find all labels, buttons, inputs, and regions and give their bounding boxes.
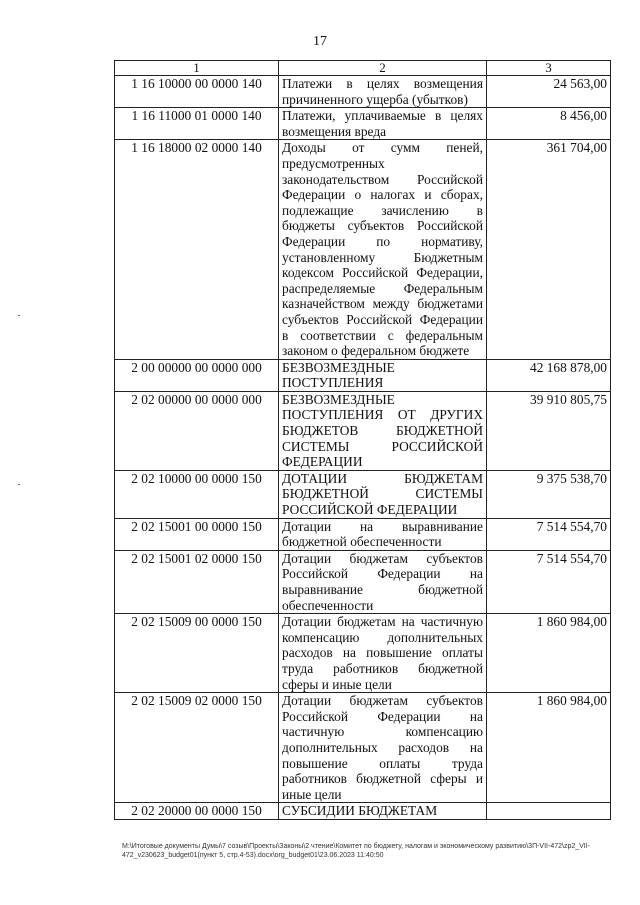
- row-code: 2 02 00000 00 0000 000: [115, 391, 279, 470]
- row-amount: 9 375 538,70: [487, 470, 611, 518]
- table-row: [115, 693, 611, 803]
- row-amount: 42 168 878,00: [487, 359, 611, 391]
- row-code: 1 16 10000 00 0000 140: [115, 76, 279, 108]
- row-description: ДОТАЦИИ БЮДЖЕТАМ БЮДЖЕТНОЙ СИСТЕМЫ РОССИЙСКОЙ ФЕДЕРАЦИИ: [279, 470, 487, 518]
- row-description: Платежи, уплачиваемые в целях возмещения вреда: [279, 108, 487, 140]
- row-code: 2 02 10000 00 0000 150: [115, 470, 279, 518]
- scan-mark: [18, 484, 20, 485]
- table-row: [115, 803, 611, 820]
- table-header-row: [115, 61, 611, 76]
- row-amount: 7 514 554,70: [487, 550, 611, 613]
- row-amount: 7 514 554,70: [487, 518, 611, 550]
- row-description: Доходы от сумм пеней, предусмотренных законодательством Российской Федерации о налогах и сборах, подлежащие зачислению в бюджеты субъектов Российской Федерации по нормативу, установленному Бюджетным кодексом Российской Федерации, распределяемые Федеральным казначейством между бюджетами субъектов Российской Федерации в соответствии с федеральным законом о федеральном бюджете: [279, 140, 487, 359]
- row-description: БЕЗВОЗМЕЗДНЫЕ ПОСТУПЛЕНИЯ ОТ ДРУГИХ БЮДЖЕТОВ БЮДЖЕТНОЙ СИСТЕМЫ РОССИЙСКОЙ ФЕДЕРАЦИИ: [279, 391, 487, 470]
- row-code: 1 16 11000 01 0000 140: [115, 108, 279, 140]
- row-code: 1 16 18000 02 0000 140: [115, 140, 279, 359]
- row-description: Дотации бюджетам субъектов Российской Федерации на частичную компенсацию дополнительных расходов на повышение оплаты труда работников бюджетной сферы и иные цели: [279, 693, 487, 803]
- row-amount: 24 563,00: [487, 76, 611, 108]
- row-code: 2 02 15001 02 0000 150: [115, 550, 279, 613]
- table-row: [115, 391, 611, 470]
- row-amount: 8 456,00: [487, 108, 611, 140]
- column-header-code: 1: [115, 61, 279, 76]
- row-code: 2 00 00000 00 0000 000: [115, 359, 279, 391]
- row-amount: 1 860 984,00: [487, 614, 611, 693]
- row-amount: [487, 803, 611, 820]
- table-row: [115, 76, 611, 108]
- table-row: [115, 470, 611, 518]
- row-description: Дотации бюджетам субъектов Российской Федерации на выравнивание бюджетной обеспеченности: [279, 550, 487, 613]
- column-header-description: 2: [279, 61, 487, 76]
- row-code: 2 02 15009 00 0000 150: [115, 614, 279, 693]
- table-row: [115, 140, 611, 359]
- row-code: 2 02 20000 00 0000 150: [115, 803, 279, 820]
- table-row: [115, 108, 611, 140]
- row-code: 2 02 15001 00 0000 150: [115, 518, 279, 550]
- file-path-footer: M:\Итоговые документы Думы\7 созыв\Проекты\Законы\2 чтение\Комитет по бюджету, налогам и экономическому развитию\3П-VII-472\zp2_VII-472_v230623_budget01(пункт 5, стр.4-53).docx\org_budget01\23.06.2023 11:40:50: [122, 843, 591, 859]
- table-row: [115, 550, 611, 613]
- budget-table: [114, 60, 611, 820]
- row-description: Дотации бюджетам на частичную компенсацию дополнительных расходов на повышение оплаты труда работников бюджетной сферы и иные цели: [279, 614, 487, 693]
- row-description: БЕЗВОЗМЕЗДНЫЕ ПОСТУПЛЕНИЯ: [279, 359, 487, 391]
- page-number: 17: [313, 34, 327, 49]
- column-header-amount: 3: [487, 61, 611, 76]
- row-amount: 1 860 984,00: [487, 693, 611, 803]
- table-row: [115, 614, 611, 693]
- row-description: Платежи в целях возмещения причиненного ущерба (убытков): [279, 76, 487, 108]
- row-code: 2 02 15009 02 0000 150: [115, 693, 279, 803]
- row-description: Дотации на выравнивание бюджетной обеспеченности: [279, 518, 487, 550]
- table-row: [115, 359, 611, 391]
- row-amount: 361 704,00: [487, 140, 611, 359]
- scan-mark: [18, 315, 20, 316]
- table-row: [115, 518, 611, 550]
- row-description: СУБСИДИИ БЮДЖЕТАМ: [279, 803, 487, 820]
- row-amount: 39 910 805,75: [487, 391, 611, 470]
